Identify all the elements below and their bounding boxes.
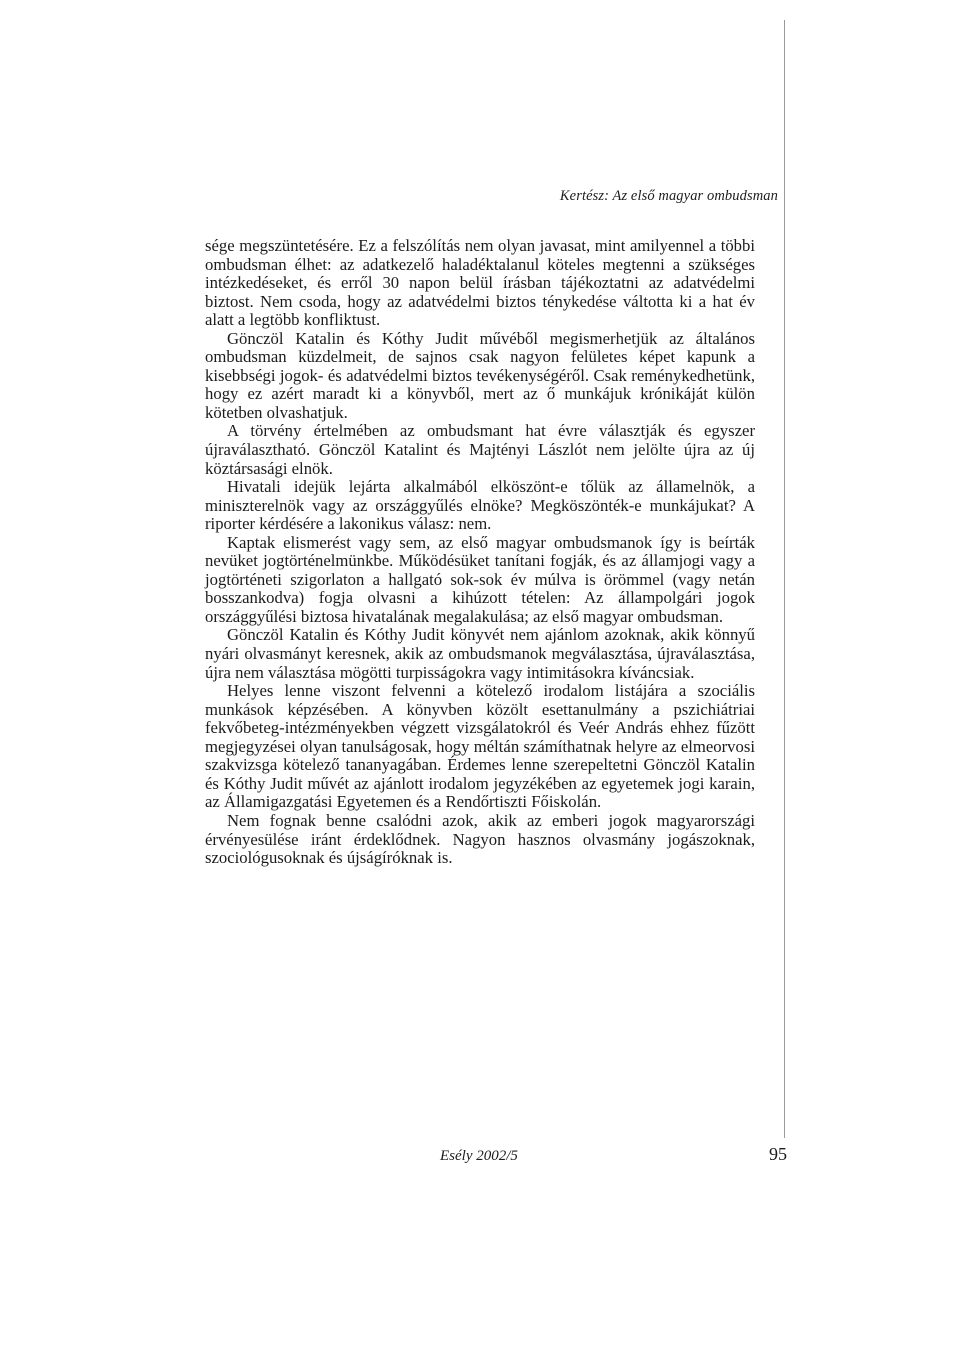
article-body: [205, 237, 755, 868]
running-header: Kertész: Az első magyar ombudsman: [559, 188, 778, 204]
margin-rule: [784, 20, 785, 1138]
page-number: 95: [769, 1144, 787, 1164]
paragraph: Hivatali idejük lejárta alkalmából elköszönt-e tőlük az államelnök, a miniszterelnök vagy az országgyűlés elnöke? Megköszönték-e munkájukat? A riporter kérdésére a lakonikus válasz: nem.: [205, 477, 755, 534]
paragraph: A törvény értelmében az ombudsmant hat évre választják és egyszer újraválasztható. Gönczöl Katalint és Majtényi Lászlót nem jelölte újra az új köztársasági elnök.: [205, 421, 755, 478]
paragraph: Gönczöl Katalin és Kóthy Judit könyvét nem ajánlom azoknak, akik könnyű nyári olvasmányt keresnek, akik az ombudsmanok megválasztása, újraválasztása, újra nem választása mögötti turpisságokra vagy intimitásokra kíváncsiak.: [205, 625, 755, 682]
paragraph: sége megszüntetésére. Ez a felszólítás nem olyan javasat, mint amilyennel a többi ombudsman élhet: az adatkezelő haladéktalanul köteles megtenni a szükséges intézkedéseket, és erről 30 napon belül írásban tájékoztatni az adatvédelmi biztost. Nem csoda, hogy az adatvédelmi biztos ténykedése váltotta ki a hat év alatt a legtöbb konfliktust.: [205, 236, 755, 330]
paragraph: Gönczöl Katalin és Kóthy Judit művéből megismerhetjük az általános ombudsman küzdelmeit, de sajnos csak nagyon felületes képet kapunk a kisebbségi jogok- és adatvédelmi biztos tevékenységéről. Csak reménykedhetünk, hogy ez azért maradt ki a könyvből, mert az ő munkájuk krónikáját külön kötetben olvashatjuk.: [205, 328, 755, 422]
paragraph: Nem fognak benne csalódni azok, akik az emberi jogok magyarországi érvényesülése iránt érdeklődnek. Nagyon hasznos olvasmány jogászoknak, szociológusoknak és újságíróknak is.: [205, 810, 755, 868]
paragraph: Helyes lenne viszont felvenni a kötelező irodalom listájára a szociális munkások képzésében. A könyvben közölt esettanulmány a pszichiátriai fekvőbeteg-intézményekben végzett vizsgálatokról és Veér András ehhez fűzött megjegyzései olyan tanulságosak, hogy méltán számíthatnak helyre az elmeorvosi szakvizsga kötelező tananyagában. Érdemes lenne szerepeltetni Gönczöl Katalin és Kóthy Judit művét az ajánlott irodalom jegyzékében az egyetemek jogi karain, az Államigazgatási Egyetemen és a Rendőrtiszti Főiskolán.: [205, 681, 755, 812]
paragraph: Kaptak elismerést vagy sem, az első magyar ombudsmanok így is beírták nevüket jogtörténelmünkbe. Működésüket tanítani fogják, és az államjogi vagy a jogtörténeti szigorlaton a hallgató sok-sok év múlva is örömmel (vagy netán bosszankodva) fogja olvasni a kihúzott tételen: Az állampolgári jogok országgyűlési biztosa hivatalának megalakulása; az első magyar ombudsman.: [205, 532, 755, 626]
journal-footer: Esély 2002/5: [440, 1148, 518, 1164]
